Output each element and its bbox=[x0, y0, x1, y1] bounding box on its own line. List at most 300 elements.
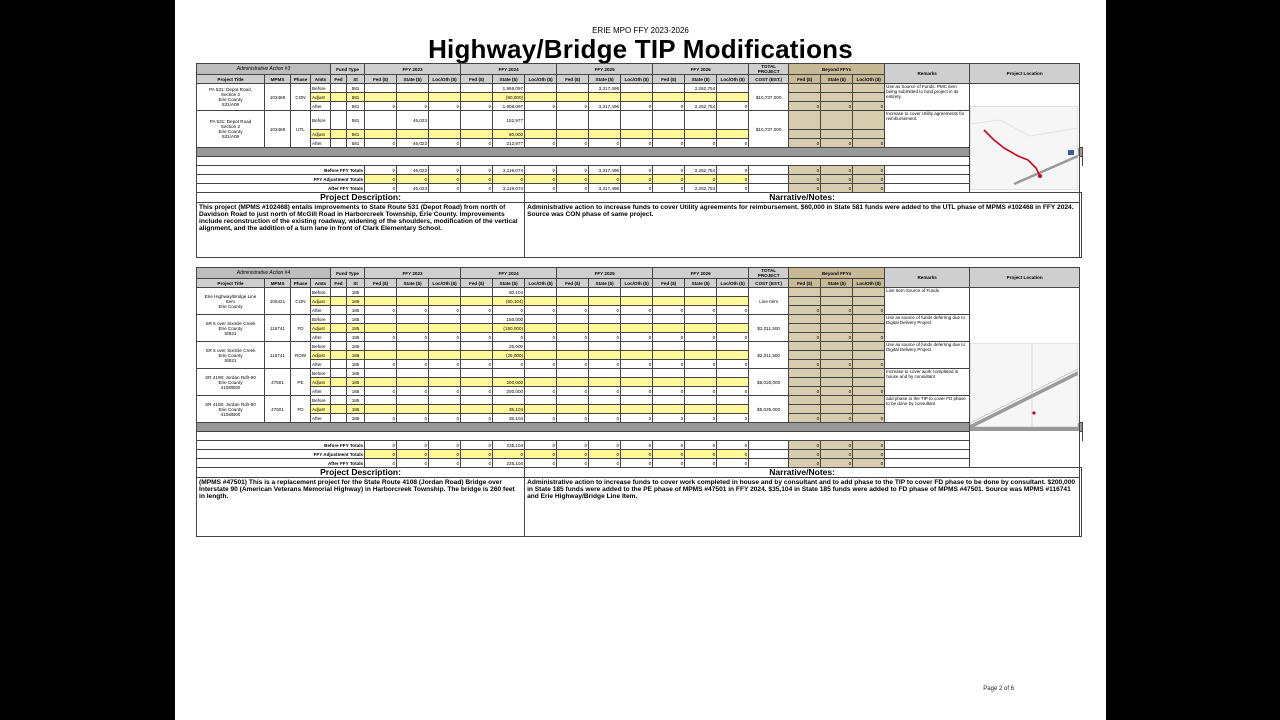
amount-cell bbox=[557, 84, 589, 93]
amount-cell: 0 bbox=[685, 333, 717, 342]
table-row bbox=[197, 84, 1083, 93]
fed-code bbox=[331, 342, 347, 351]
amount-type-after: After bbox=[311, 333, 331, 342]
amount-cell: 0 bbox=[621, 387, 653, 396]
amount-cell bbox=[461, 324, 493, 333]
project-title-header: Project Title bbox=[197, 279, 265, 288]
amount-cell: 0 bbox=[717, 139, 749, 148]
beyond-amount-cell: 0 bbox=[789, 139, 821, 148]
ffy2024-header: FFY 2024 bbox=[461, 268, 557, 279]
amount-cell bbox=[461, 351, 493, 360]
state-code: 581 bbox=[347, 111, 365, 130]
ffy2025-header: FFY 2025 bbox=[557, 64, 653, 75]
bridge-location-marker bbox=[1033, 411, 1036, 414]
total-amount-cell: 0 bbox=[525, 166, 557, 175]
beyond-total-cell: 0 bbox=[789, 175, 821, 184]
amount-cell bbox=[653, 351, 685, 360]
project-title-line: SR 4108: Jordan Rd/I-90 bbox=[205, 374, 256, 380]
amount-cell: 0 bbox=[365, 414, 397, 423]
spacer-row bbox=[197, 432, 1083, 441]
amount-cell bbox=[717, 288, 749, 297]
beyond-amount-cell: 0 bbox=[821, 387, 853, 396]
total-amount-cell: 3,317,496 bbox=[589, 184, 621, 193]
table-row bbox=[197, 315, 1083, 324]
state-code: 581 bbox=[347, 130, 365, 139]
beyond-total-cell: 0 bbox=[821, 166, 853, 175]
total-amount-cell: 0 bbox=[621, 441, 653, 450]
total-cost: $5,025,000 bbox=[749, 369, 789, 396]
amount-cell bbox=[685, 351, 717, 360]
empty-corner bbox=[1080, 468, 1081, 537]
total-amount-cell: 0 bbox=[493, 450, 525, 459]
amount-cell: 0 bbox=[717, 387, 749, 396]
remarks-text: Increase to cover Utility agreements for reimbursement. bbox=[885, 111, 970, 148]
total-amount-cell: 0 bbox=[685, 175, 717, 184]
remarks-blank bbox=[885, 459, 970, 468]
beyond-amount-cell bbox=[789, 369, 821, 378]
total-amount-cell: 2,119,074 bbox=[493, 166, 525, 175]
before-totals-label: Before FFY Totals bbox=[197, 166, 365, 175]
beyond-amount-cell: 0 bbox=[821, 102, 853, 111]
total-amount-cell: 0 bbox=[461, 450, 493, 459]
total-amount-cell: 0 bbox=[589, 459, 621, 468]
beyond-amount-cell bbox=[853, 288, 885, 297]
total-amount-cell: 0 bbox=[717, 441, 749, 450]
beyond-amount-cell: 0 bbox=[789, 414, 821, 423]
document-page bbox=[175, 0, 1106, 720]
document-title: Highway/Bridge TIP Modifications bbox=[428, 34, 853, 64]
amount-cell bbox=[685, 378, 717, 387]
total-amount-cell: 0 bbox=[365, 441, 397, 450]
beyond-total-cell: 0 bbox=[821, 459, 853, 468]
amount-cell bbox=[717, 324, 749, 333]
amount-cell: 0 bbox=[717, 306, 749, 315]
amount-type-before: Before bbox=[311, 111, 331, 130]
amount-cell bbox=[397, 93, 429, 102]
beyond-amount-cell bbox=[821, 378, 853, 387]
amount-cell bbox=[621, 297, 653, 306]
beyond-amount-cell: 0 bbox=[821, 139, 853, 148]
amount-cell: 0 bbox=[717, 360, 749, 369]
state-code: 185 bbox=[347, 351, 365, 360]
beyond-amount-cell bbox=[853, 396, 885, 405]
beyond-col-header: State ($) bbox=[821, 75, 853, 84]
fed-code bbox=[331, 405, 347, 414]
project-description-text: (MPMS #47501) This is a replacement project for the State Route 4108 (Jordan Road) Bridge over Interstate 90 (American Veterans Memorial Highway) in Harborcreek Township. The bridge is 260 feet in length. bbox=[197, 478, 525, 537]
total-amount-cell: 0 bbox=[525, 441, 557, 450]
amount-cell: 150,000 bbox=[493, 315, 525, 324]
beyond-amount-cell bbox=[789, 111, 821, 130]
amount-cell bbox=[717, 396, 749, 405]
beyond-amount-cell: 0 bbox=[853, 139, 885, 148]
total-amount-cell: 0 bbox=[653, 166, 685, 175]
beyond-amount-cell bbox=[821, 342, 853, 351]
beyond-amount-cell: 0 bbox=[853, 360, 885, 369]
amount-cell: 152,977 bbox=[493, 111, 525, 130]
amount-cell bbox=[589, 324, 621, 333]
total-cost-blank bbox=[749, 450, 789, 459]
amount-type-before: Before bbox=[311, 315, 331, 324]
beyond-amount-cell bbox=[789, 84, 821, 93]
amount-cell: 0 bbox=[589, 414, 621, 423]
amount-cell: 46,023 bbox=[397, 111, 429, 130]
amount-cell bbox=[429, 351, 461, 360]
beyond-amount-cell: 0 bbox=[821, 333, 853, 342]
total-amount-cell: 0 bbox=[557, 175, 589, 184]
beyond-amount-cell bbox=[789, 297, 821, 306]
state-code: 185 bbox=[347, 414, 365, 423]
amount-cell bbox=[461, 288, 493, 297]
total-amount-cell: 0 bbox=[589, 175, 621, 184]
table-row bbox=[197, 111, 1083, 130]
amount-cell bbox=[685, 315, 717, 324]
state-code: 185 bbox=[347, 315, 365, 324]
amount-cell bbox=[685, 130, 717, 139]
amount-cell bbox=[365, 297, 397, 306]
beyond-amount-cell: 0 bbox=[789, 360, 821, 369]
money-col-header: Loc/Oth ($) bbox=[717, 279, 749, 288]
amount-cell: 0 bbox=[653, 387, 685, 396]
amount-cell: 0 bbox=[397, 414, 429, 423]
beyond-amount-cell bbox=[821, 396, 853, 405]
beyond-amount-cell bbox=[821, 405, 853, 414]
total-amount-cell: 0 bbox=[685, 441, 717, 450]
amount-cell: 0 bbox=[685, 414, 717, 423]
total-amount-cell: 0 bbox=[717, 459, 749, 468]
total-amount-cell: 0 bbox=[589, 441, 621, 450]
total-cost: $10,737,000 bbox=[749, 84, 789, 111]
amount-cell: 0 bbox=[557, 387, 589, 396]
amount-cell bbox=[493, 396, 525, 405]
amount-cell: 0 bbox=[589, 306, 621, 315]
total-amount-cell: 0 bbox=[397, 175, 429, 184]
amount-cell bbox=[397, 130, 429, 139]
amount-cell bbox=[717, 342, 749, 351]
amount-cell: 0 bbox=[717, 414, 749, 423]
amount-cell bbox=[525, 93, 557, 102]
amount-cell bbox=[429, 111, 461, 130]
beyond-col-header: State ($) bbox=[821, 279, 853, 288]
amount-cell: 0 bbox=[653, 139, 685, 148]
amount-type-adjust: Adjust bbox=[311, 405, 331, 414]
beyond-amount-cell bbox=[853, 93, 885, 102]
beyond-total-cell: 0 bbox=[789, 166, 821, 175]
total-amount-cell: 0 bbox=[717, 166, 749, 175]
amount-cell bbox=[365, 378, 397, 387]
amount-cell bbox=[653, 378, 685, 387]
beyond-total-cell: 0 bbox=[789, 184, 821, 193]
state-code: 185 bbox=[347, 378, 365, 387]
total-cost-blank bbox=[749, 166, 789, 175]
amount-cell bbox=[461, 405, 493, 414]
amount-cell bbox=[525, 297, 557, 306]
fed-code bbox=[331, 315, 347, 324]
money-col-header: Loc/Oth ($) bbox=[429, 279, 461, 288]
phase-code: PE bbox=[291, 369, 311, 396]
after-totals-label: After FFY Totals bbox=[197, 459, 365, 468]
amount-cell bbox=[589, 111, 621, 130]
money-col-header: State ($) bbox=[685, 75, 717, 84]
total-amount-cell: 0 bbox=[461, 175, 493, 184]
fed-code bbox=[331, 324, 347, 333]
total-amount-cell: 0 bbox=[365, 166, 397, 175]
phase-code: ROW bbox=[291, 342, 311, 369]
amount-cell: 0 bbox=[429, 360, 461, 369]
total-amount-cell: 0 bbox=[365, 175, 397, 184]
amount-cell bbox=[461, 130, 493, 139]
fund-type-header: Fund Type bbox=[331, 64, 365, 75]
state-code: 581 bbox=[347, 84, 365, 93]
project-title-cell bbox=[197, 369, 265, 396]
ffy2025-header: FFY 2025 bbox=[557, 268, 653, 279]
tip-table bbox=[196, 267, 1083, 537]
amount-type-adjust: Adjust bbox=[311, 324, 331, 333]
amts-header: Amts bbox=[311, 75, 331, 84]
beyond-amount-cell bbox=[821, 288, 853, 297]
amount-cell bbox=[685, 396, 717, 405]
amount-type-after: After bbox=[311, 414, 331, 423]
state-code: 185 bbox=[347, 297, 365, 306]
amount-cell bbox=[717, 378, 749, 387]
money-col-header: Fed ($) bbox=[653, 75, 685, 84]
total-amount-cell: 0 bbox=[717, 184, 749, 193]
amount-cell: 1,906,097 bbox=[493, 102, 525, 111]
total-amount-cell: 0 bbox=[621, 175, 653, 184]
total-amount-cell: 46,023 bbox=[397, 184, 429, 193]
project-code: 5/B21 bbox=[224, 357, 237, 363]
amount-cell bbox=[365, 324, 397, 333]
amount-cell: 0 bbox=[621, 414, 653, 423]
fed-code bbox=[331, 111, 347, 130]
amount-cell bbox=[429, 297, 461, 306]
remarks-blank bbox=[885, 184, 970, 193]
beyond-amount-cell bbox=[853, 130, 885, 139]
money-col-header: Fed ($) bbox=[365, 75, 397, 84]
fed-code bbox=[331, 360, 347, 369]
amount-cell bbox=[461, 93, 493, 102]
project-description-header: Project Description: bbox=[197, 468, 525, 478]
amount-cell bbox=[685, 324, 717, 333]
amount-cell bbox=[621, 378, 653, 387]
amount-cell bbox=[525, 369, 557, 378]
total-amount-cell: 0 bbox=[621, 166, 653, 175]
project-county: Erie County bbox=[218, 352, 243, 358]
beyond-total-cell: 0 bbox=[821, 175, 853, 184]
amount-cell bbox=[589, 342, 621, 351]
amount-type-adjust: Adjust bbox=[311, 130, 331, 139]
project-title-line: PA 531: Depot Road bbox=[209, 119, 252, 124]
total-amount-cell: 0 bbox=[461, 459, 493, 468]
map-shield-marker bbox=[1068, 150, 1074, 155]
phase-code: CON bbox=[291, 84, 311, 111]
amount-cell: 0 bbox=[557, 414, 589, 423]
amount-cell: 0 bbox=[461, 360, 493, 369]
amount-cell bbox=[397, 405, 429, 414]
total-amount-cell: 0 bbox=[653, 175, 685, 184]
remarks-blank bbox=[885, 450, 970, 459]
total-amount-cell: 0 bbox=[653, 184, 685, 193]
amount-cell: 0 bbox=[557, 306, 589, 315]
state-code: 581 bbox=[347, 102, 365, 111]
mpms-number: 102468 bbox=[265, 111, 291, 148]
narrative-notes-header: Narrative/Notes: bbox=[525, 468, 1080, 478]
total-amount-cell: 0 bbox=[525, 450, 557, 459]
amount-cell bbox=[621, 405, 653, 414]
fed-header: Fed bbox=[331, 279, 347, 288]
fed-code bbox=[331, 139, 347, 148]
money-col-header: State ($) bbox=[685, 279, 717, 288]
mpms-number: 47501 bbox=[265, 369, 291, 396]
amount-cell: 0 bbox=[429, 306, 461, 315]
amount-cell bbox=[557, 396, 589, 405]
amount-type-after: After bbox=[311, 102, 331, 111]
amount-cell: 0 bbox=[493, 333, 525, 342]
total-amount-cell: 0 bbox=[397, 441, 429, 450]
state-code: 581 bbox=[347, 139, 365, 148]
amount-cell bbox=[557, 130, 589, 139]
amount-cell: 0 bbox=[653, 360, 685, 369]
amount-type-after: After bbox=[311, 360, 331, 369]
project-title-line: SR 4108: Jordan Rd/I-90 bbox=[205, 401, 256, 407]
beyond-amount-cell: 0 bbox=[821, 414, 853, 423]
amount-cell bbox=[685, 288, 717, 297]
project-county: Erie County bbox=[218, 379, 243, 385]
money-col-header: Loc/Oth ($) bbox=[621, 75, 653, 84]
amount-cell: 60,104 bbox=[493, 288, 525, 297]
remarks-header: Remarks bbox=[885, 64, 970, 84]
total-cost-blank bbox=[749, 175, 789, 184]
table-row bbox=[197, 288, 1083, 297]
beyond-amount-cell bbox=[789, 130, 821, 139]
amount-cell bbox=[461, 396, 493, 405]
money-col-header: Loc/Oth ($) bbox=[621, 279, 653, 288]
remarks-text: Use as source of funds deferring due to Digital Delivery Project bbox=[885, 315, 970, 342]
mpms-number: 47501 bbox=[265, 396, 291, 423]
phase-header: Phase bbox=[291, 279, 311, 288]
total-amount-cell: 0 bbox=[525, 175, 557, 184]
project-county: Erie County bbox=[218, 129, 243, 134]
st-header: St bbox=[347, 279, 365, 288]
amount-cell bbox=[397, 378, 429, 387]
amount-cell bbox=[653, 93, 685, 102]
amount-cell: 0 bbox=[525, 333, 557, 342]
section-separator bbox=[197, 423, 1083, 432]
total-amount-cell: 0 bbox=[557, 166, 589, 175]
fund-type-header: Fund Type bbox=[331, 268, 365, 279]
amount-cell bbox=[461, 297, 493, 306]
amount-cell bbox=[525, 396, 557, 405]
amount-cell bbox=[589, 130, 621, 139]
project-title-line: Section 2 bbox=[220, 92, 241, 97]
beyond-amount-cell: 0 bbox=[853, 414, 885, 423]
beyond-total-cell: 0 bbox=[821, 441, 853, 450]
money-col-header: Loc/Oth ($) bbox=[525, 279, 557, 288]
project-title-cell bbox=[197, 396, 265, 423]
money-col-header: State ($) bbox=[397, 279, 429, 288]
beyond-total-cell: 0 bbox=[853, 175, 885, 184]
amount-cell: 3,317,496 bbox=[589, 102, 621, 111]
amount-cell: 0 bbox=[365, 102, 397, 111]
state-code: 581 bbox=[347, 93, 365, 102]
beyond-amount-cell bbox=[821, 324, 853, 333]
amount-cell bbox=[685, 342, 717, 351]
remarks-header: Remarks bbox=[885, 268, 970, 288]
amount-cell bbox=[429, 378, 461, 387]
project-title-line: Item bbox=[226, 298, 235, 304]
amount-cell: 0 bbox=[461, 306, 493, 315]
amount-cell bbox=[621, 324, 653, 333]
total-amount-cell: 0 bbox=[653, 459, 685, 468]
amount-cell bbox=[685, 111, 717, 130]
amount-cell bbox=[557, 315, 589, 324]
state-code: 185 bbox=[347, 396, 365, 405]
amount-cell: 25,000 bbox=[493, 342, 525, 351]
amount-cell bbox=[717, 111, 749, 130]
route-map-jordan-road bbox=[970, 343, 1078, 427]
beyond-amount-cell: 0 bbox=[821, 306, 853, 315]
money-col-header: Fed ($) bbox=[653, 279, 685, 288]
total-project-header: TOTAL PROJECT bbox=[749, 268, 789, 279]
beyond-amount-cell bbox=[853, 297, 885, 306]
project-title-line: SR 5 over Sixmile Creek bbox=[205, 320, 256, 326]
project-county: Erie County bbox=[218, 325, 243, 331]
total-amount-cell: 3,317,496 bbox=[589, 166, 621, 175]
amount-cell bbox=[653, 369, 685, 378]
beyond-amount-cell bbox=[821, 93, 853, 102]
mpms-number: 102468 bbox=[265, 84, 291, 111]
project-title-header: Project Title bbox=[197, 75, 265, 84]
amount-cell: 0 bbox=[493, 360, 525, 369]
beyond-amount-cell: 0 bbox=[789, 306, 821, 315]
total-amount-cell: 2,262,754 bbox=[685, 166, 717, 175]
amount-cell bbox=[653, 111, 685, 130]
project-title-cell bbox=[197, 111, 265, 148]
beyond-amount-cell bbox=[821, 111, 853, 130]
total-amount-cell: 0 bbox=[429, 166, 461, 175]
amount-cell: 0 bbox=[365, 139, 397, 148]
remarks-blank bbox=[885, 441, 970, 450]
amount-cell bbox=[557, 324, 589, 333]
page-number: Page 2 of 6 bbox=[983, 686, 1014, 692]
amount-cell: 0 bbox=[589, 139, 621, 148]
project-code: 531/A08 bbox=[221, 102, 240, 107]
amount-cell bbox=[365, 315, 397, 324]
project-location-header: Project Location bbox=[970, 64, 1080, 84]
total-cost-blank bbox=[749, 441, 789, 450]
total-amount-cell: 0 bbox=[653, 450, 685, 459]
amount-cell bbox=[429, 84, 461, 93]
money-col-header: Fed ($) bbox=[461, 279, 493, 288]
amount-type-after: After bbox=[311, 139, 331, 148]
beyond-amount-cell: 0 bbox=[853, 306, 885, 315]
amount-cell bbox=[461, 378, 493, 387]
amount-cell bbox=[397, 342, 429, 351]
amount-cell: 0 bbox=[653, 306, 685, 315]
amount-cell bbox=[365, 111, 397, 130]
amount-cell bbox=[621, 93, 653, 102]
beyond-amount-cell bbox=[789, 342, 821, 351]
project-description-header: Project Description: bbox=[197, 193, 525, 203]
beyond-amount-cell bbox=[821, 315, 853, 324]
fed-code bbox=[331, 378, 347, 387]
amount-cell: 2,262,754 bbox=[685, 84, 717, 93]
mpms-number: 116741 bbox=[265, 315, 291, 342]
beyond-amount-cell bbox=[853, 111, 885, 130]
fed-code bbox=[331, 297, 347, 306]
total-cost: $2,011,500 bbox=[749, 315, 789, 342]
amount-cell: 0 bbox=[365, 360, 397, 369]
amount-cell: 0 bbox=[461, 414, 493, 423]
